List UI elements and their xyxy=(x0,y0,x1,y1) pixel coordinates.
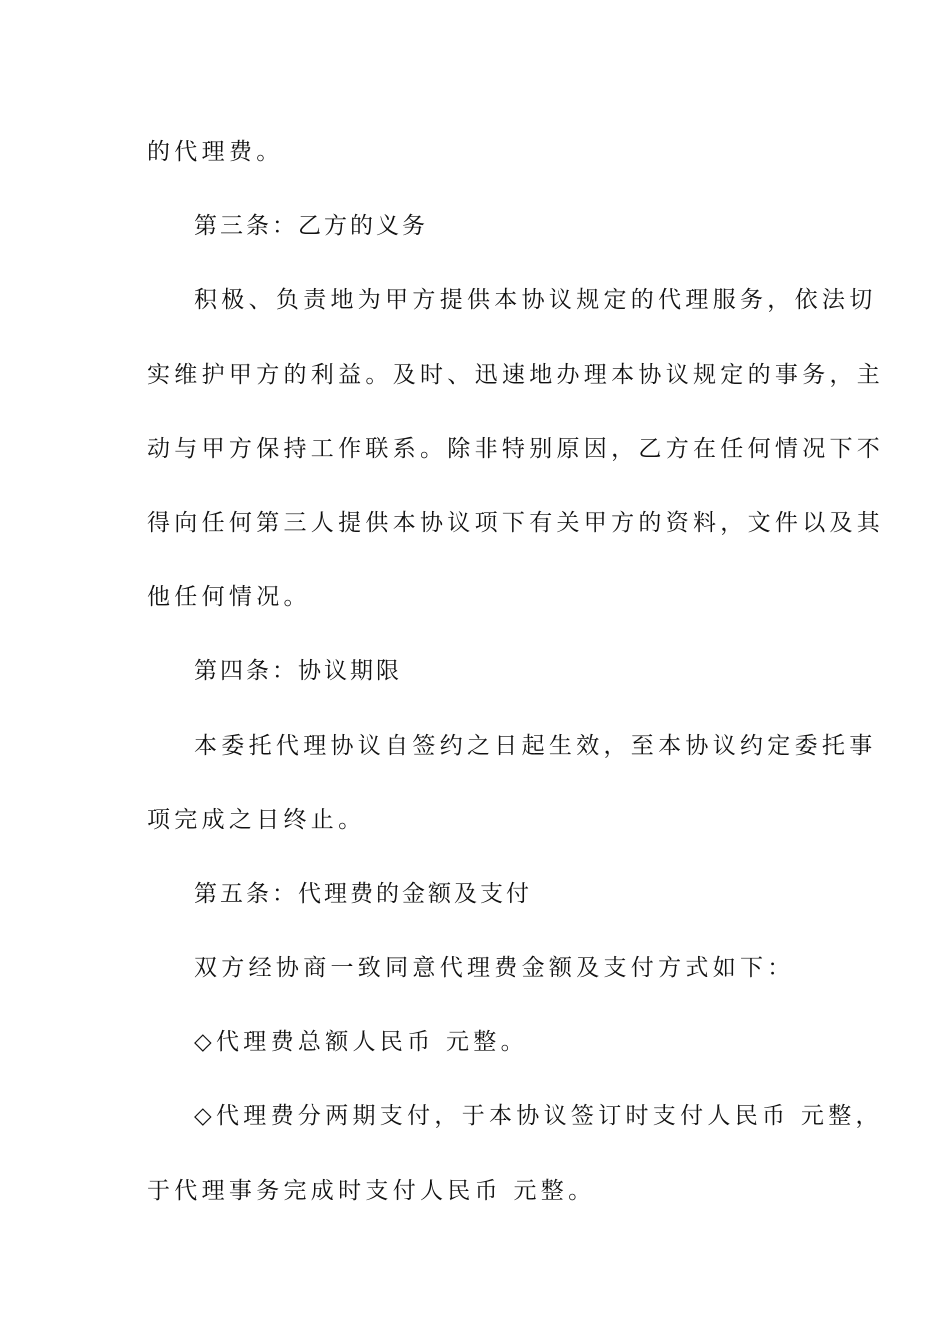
paragraph-line: 于代理事务完成时支付人民币 元整。 xyxy=(147,1177,596,1204)
paragraph-line: 本委托代理协议自签约之日起生效，至本协议约定委托事 xyxy=(194,732,877,759)
paragraph-line: 他任何情况。 xyxy=(147,584,311,611)
paragraph-line: 的代理费。 xyxy=(147,139,284,165)
section-heading-article-3: 第三条：乙方的义务 xyxy=(194,213,428,240)
paragraph-line: 得向任何第三人提供本协议项下有关甲方的资料，文件以及其 xyxy=(147,509,885,536)
paragraph-line: 积极、负责地为甲方提供本协议规定的代理服务，依法切 xyxy=(194,287,877,314)
list-item-installments: ◇代理费分两期支付，于本协议签订时支付人民币 元整， xyxy=(194,1103,883,1130)
paragraph-line: 动与甲方保持工作联系。除非特别原因，乙方在任何情况下不 xyxy=(147,435,885,462)
paragraph-line: 项完成之日终止。 xyxy=(147,806,366,833)
list-item-total-fee: ◇代理费总额人民币 元整。 xyxy=(194,1029,528,1056)
document-page xyxy=(147,128,885,1241)
section-heading-article-4: 第四条：协议期限 xyxy=(194,658,402,685)
paragraph-line: 实维护甲方的利益。及时、迅速地办理本协议规定的事务，主 xyxy=(147,361,885,388)
paragraph-line: 双方经协商一致同意代理费金额及支付方式如下： xyxy=(194,955,795,982)
section-heading-article-5: 第五条：代理费的金额及支付 xyxy=(194,880,532,907)
